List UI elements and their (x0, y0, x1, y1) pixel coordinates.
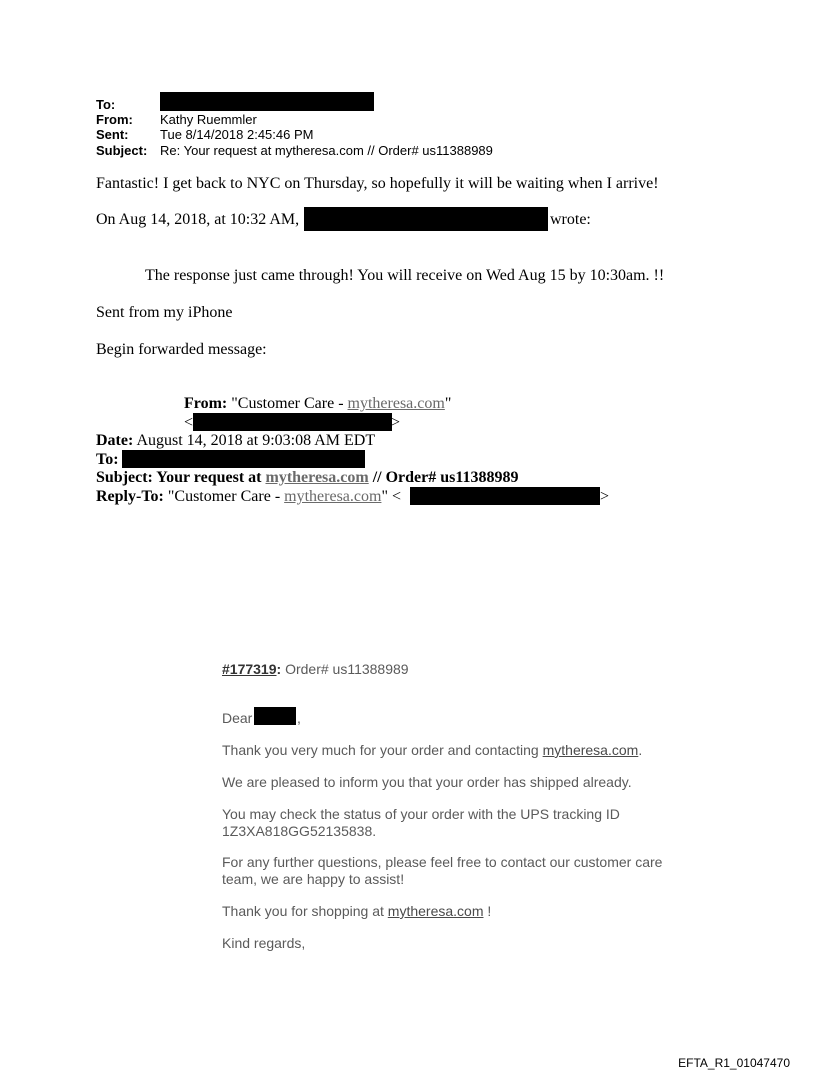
p5-link[interactable]: mytheresa.com (387, 903, 484, 919)
fwd-replyto-post: " < (381, 488, 401, 505)
redacted-sender (304, 207, 548, 231)
p5-pre: Thank you for shopping at (222, 903, 388, 919)
fwd-from-line (184, 395, 451, 413)
redacted-replyto-address (410, 487, 600, 505)
email-paragraph-4-line-1: For any further questions, please feel free to contact our customer care (222, 854, 663, 870)
bates-number: EFTA_R1_01047470 (678, 1056, 790, 1070)
email-paragraph-3-line-1: You may check the status of your order with the UPS tracking ID (222, 806, 620, 822)
p1-pre: Thank you very much for your order and contacting (222, 742, 543, 758)
p1-link[interactable]: mytheresa.com (542, 742, 639, 758)
p1-post: . (638, 742, 643, 758)
email-paragraph-4-line-2: team, we are happy to assist! (222, 871, 405, 887)
fwd-from-pre: "Customer Care - (231, 395, 348, 412)
quote-intro-post: wrote: (550, 211, 591, 228)
sent-value: Tue 8/14/2018 2:45:46 PM (160, 127, 314, 142)
fwd-replyto-line (96, 488, 401, 506)
fwd-replyto-link[interactable]: mytheresa.com (284, 488, 382, 505)
subject-value: Re: Your request at mytheresa.com // Order# us11388989 (160, 143, 493, 158)
redacted-recipient-name (254, 707, 296, 725)
fwd-replyto-label: Reply-To: (96, 488, 164, 505)
forward-intro: Begin forwarded message: (96, 341, 267, 358)
email-paragraph-2: We are pleased to inform you that your order has shipped already. (222, 774, 632, 790)
ticket-heading (222, 661, 409, 678)
quote-intro-pre: On Aug 14, 2018, at 10:32 AM, (96, 211, 300, 228)
email-closing: Kind regards, (222, 935, 306, 951)
redacted-fwd-to (122, 450, 365, 468)
signature: Sent from my iPhone (96, 304, 233, 321)
quoted-text: The response just came through! You will receive on Wed Aug 15 by 10:30am. !! (145, 267, 665, 284)
fwd-subject-post: // Order# us11388989 (372, 469, 519, 486)
ticket-id-link[interactable]: #177319 (222, 661, 277, 677)
ticket-title: Order# us11388989 (281, 661, 409, 677)
fwd-from-addr-open: < (184, 414, 194, 431)
sent-label: Sent: (96, 127, 129, 142)
fwd-from-post: " (444, 395, 452, 412)
email-paragraph-5 (222, 903, 491, 920)
fwd-date-value: August 14, 2018 at 9:03:08 AM EDT (136, 432, 376, 449)
fwd-from-label: From: (184, 395, 228, 412)
fwd-replyto-pre: "Customer Care - (167, 488, 285, 505)
ticket-colon: : (276, 661, 282, 677)
fwd-to-label: To: (96, 451, 119, 468)
fwd-subject-pre: Your request at (156, 469, 262, 486)
to-label: To: (96, 97, 116, 112)
subject-label: Subject: (96, 143, 148, 158)
fwd-to-line (96, 451, 119, 469)
email-paragraph-1 (222, 742, 642, 759)
from-value: Kathy Ruemmler (160, 112, 257, 127)
p5-post: ! (483, 903, 492, 919)
redacted-from-address (193, 413, 392, 431)
fwd-from-link[interactable]: mytheresa.com (347, 395, 445, 412)
email-paragraph-3-line-2: 1Z3XA818GG52135838. (222, 823, 377, 839)
fwd-from-addr-close: > (391, 414, 401, 431)
greeting-comma: , (297, 710, 301, 726)
from-label: From: (96, 112, 133, 127)
greeting-dear: Dear (222, 710, 253, 726)
fwd-subject-line (96, 469, 519, 487)
fwd-replyto-close: > (600, 488, 610, 505)
fwd-date-label: Date: (96, 432, 134, 449)
fwd-subject-link[interactable]: mytheresa.com (265, 469, 369, 486)
reply-text: Fantastic! I get back to NYC on Thursday, so hopefully it will be waiting when I arrive! (96, 175, 659, 192)
fwd-date-line (96, 432, 375, 450)
fwd-subject-label: Subject: (96, 469, 153, 486)
redacted-to-value (160, 92, 374, 111)
